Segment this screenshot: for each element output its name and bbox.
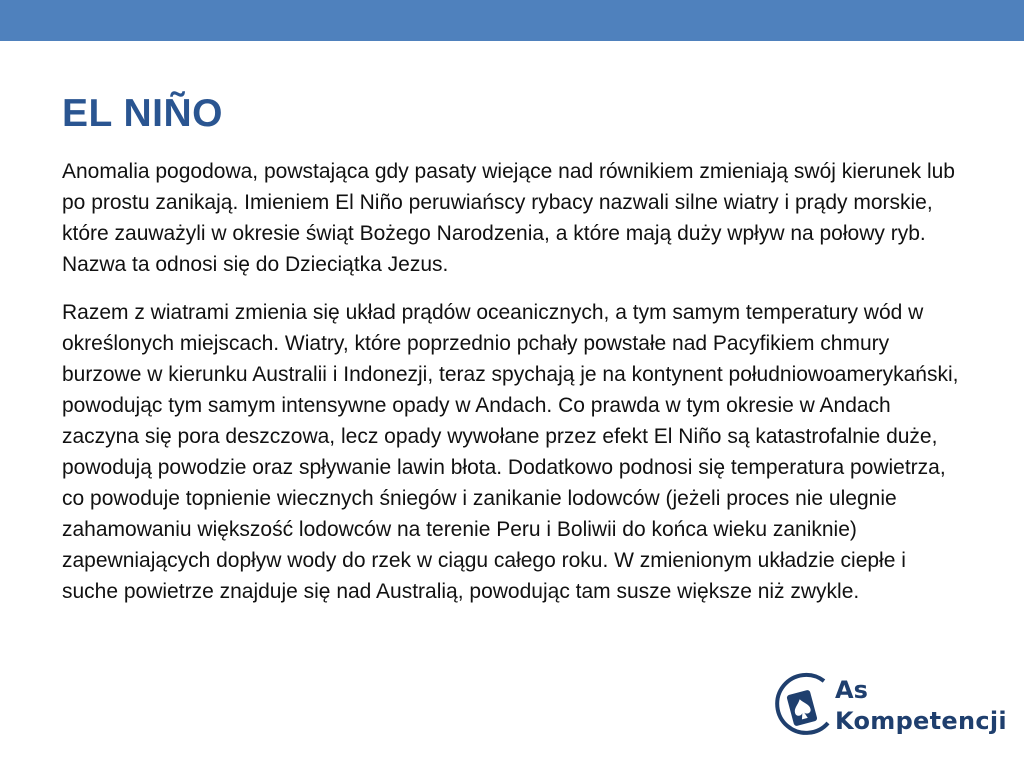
- paragraph-1: Anomalia pogodowa, powstająca gdy pasaty wiejące nad równikiem zmieniają swój kierunek lub po prostu zanikają. Imieniem El Niño peruwiańscy rybacy nazwali silne wiatry i prądy morskie, które zauważyli w okresie świąt Bożego Narodzenia, a które mają duży wpływ na połowy ryb. Nazwa ta odnosi się do Dzieciątka Jezus.: [62, 160, 955, 276]
- as-kompetencji-logo: [768, 671, 1007, 751]
- paragraph-2: Razem z wiatrami zmienia się układ prądów oceanicznych, a tym samym temperatury wód w określonych miejscach. Wiatry, które poprzednio pchały powstałe nad Pacyfikiem chmury burzowe w kierunku Australii i Indonezji, teraz spychają je na kontynent południowoamerykański, powodując tym samym intensywne opady w Andach. Co prawda w tym okresie w Andach zaczyna się pora deszczowa, lecz opady wywołane przez efekt El Niño są katastrofalnie duże, powodują powodzie oraz spływanie lawin błota. Dodatkowo podnosi się temperatura powietrza, co powoduje topnienie wiecznych śniegów i zanikanie lodowców (jeżeli proces nie ulegnie zahamowaniu większość lodowców na terenie Peru i Boliwii do końca wieku zaniknie) zapewniających dopływ wody do rzek w ciągu całego roku. W zmienionym układzie ciepłe i suche powietrze znajduje się nad Australią, powodując tam susze większe niż zwykle.: [62, 301, 959, 603]
- slide-title: EL NIÑO: [62, 92, 223, 135]
- logo-text-as: As: [835, 676, 868, 704]
- logo-text-kompetencji: Kompetencji: [835, 707, 1007, 735]
- slide-body: [62, 156, 967, 624]
- spade-card-icon: [768, 671, 838, 741]
- top-accent-bar: [0, 0, 1024, 41]
